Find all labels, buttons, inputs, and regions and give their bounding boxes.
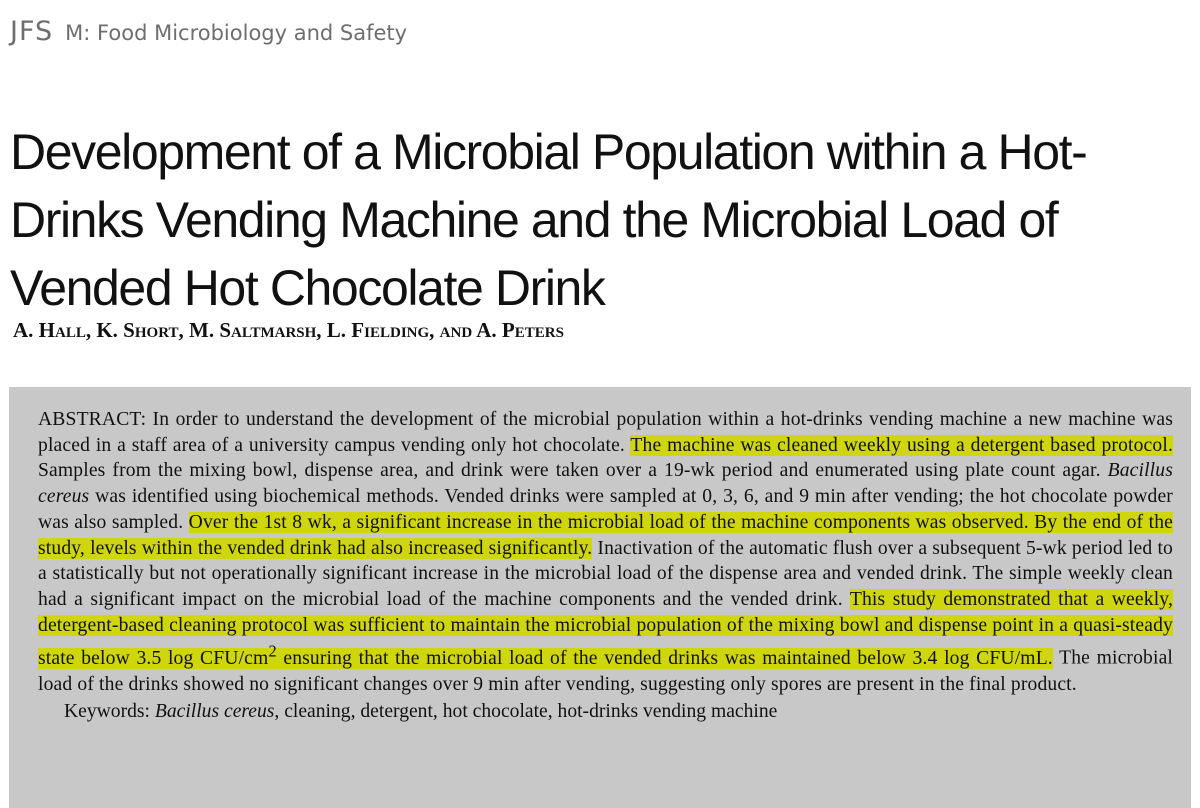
abstract-segment: Inactivation of the automatic flush over a subsequent 5-wk period led to a statistically but not operationally significant increase in the microbial load of the dispense area and vended drink. The simple weekly clean had a significant impact on the microbial load of the machine components and the vended drink. — [38, 537, 1173, 610]
journal-logo: JFS — [10, 16, 54, 47]
journal-header — [10, 16, 407, 47]
keywords-line — [64, 699, 1173, 725]
abstract-segment: The microbial load of the drinks showed no significant changes over 9 min after vending, suggesting only spores are present in the final product. — [38, 647, 1174, 695]
abstract-label: ABSTRACT: — [38, 409, 147, 430]
author-list: A. Hall, K. Short, M. Saltmarsh, L. Fielding, and A. Peters — [13, 318, 564, 342]
abstract-segment: Samples from the mixing bowl, dispense area, and drink were taken over a 19-wk period and enumerated using plate count agar. — [38, 460, 1108, 482]
keywords-rest: , cleaning, detergent, hot chocolate, hot-drinks vending machine — [274, 701, 778, 723]
article-title: Development of a Microbial Population within a Hot-Drinks Vending Machine and the Microbial Load of Vended Hot Chocolate Drink — [10, 124, 1087, 316]
abstract-text — [38, 407, 1173, 697]
superscript: 2 — [268, 641, 277, 661]
keyword-species: Bacillus cereus — [154, 701, 275, 723]
species-name: Bacillus cereus — [38, 460, 1173, 508]
highlighted-sentence: The machine was cleaned weekly using a detergent based protocol. — [630, 434, 1173, 456]
highlighted-sentence: Over the 1st 8 wk, a significant increase in the microbial load of the machine components was observed. By the end of the study, levels within the vended drink had also increased significantly. — [38, 511, 1174, 559]
abstract-box — [9, 387, 1191, 808]
highlighted-text: ensuring that the microbial load of the vended drinks was maintained below 3.4 log CFU/mL. — [276, 647, 1053, 669]
keywords-label: Keywords: — [64, 701, 150, 723]
highlighted-text: This study demonstrated that a weekly, detergent-based cleaning protocol was sufficient to maintain the microbial population of the mixing bowl and dispense point in a quasi-steady state below 3.5 log CFU/cm — [38, 588, 1174, 669]
abstract-segment: was identified using biochemical methods. Vended drinks were sampled at 0, 3, 6, and 9 min after vending; the hot chocolate powder was also sampled. — [38, 486, 1173, 533]
abstract-segment: In order to understand the development of the microbial population within a hot-drinks vending machine a new machine was placed in a staff area of a university campus vending only hot chocolate. — [38, 409, 1173, 456]
journal-section: M: Food Microbiology and Safety — [65, 21, 408, 45]
